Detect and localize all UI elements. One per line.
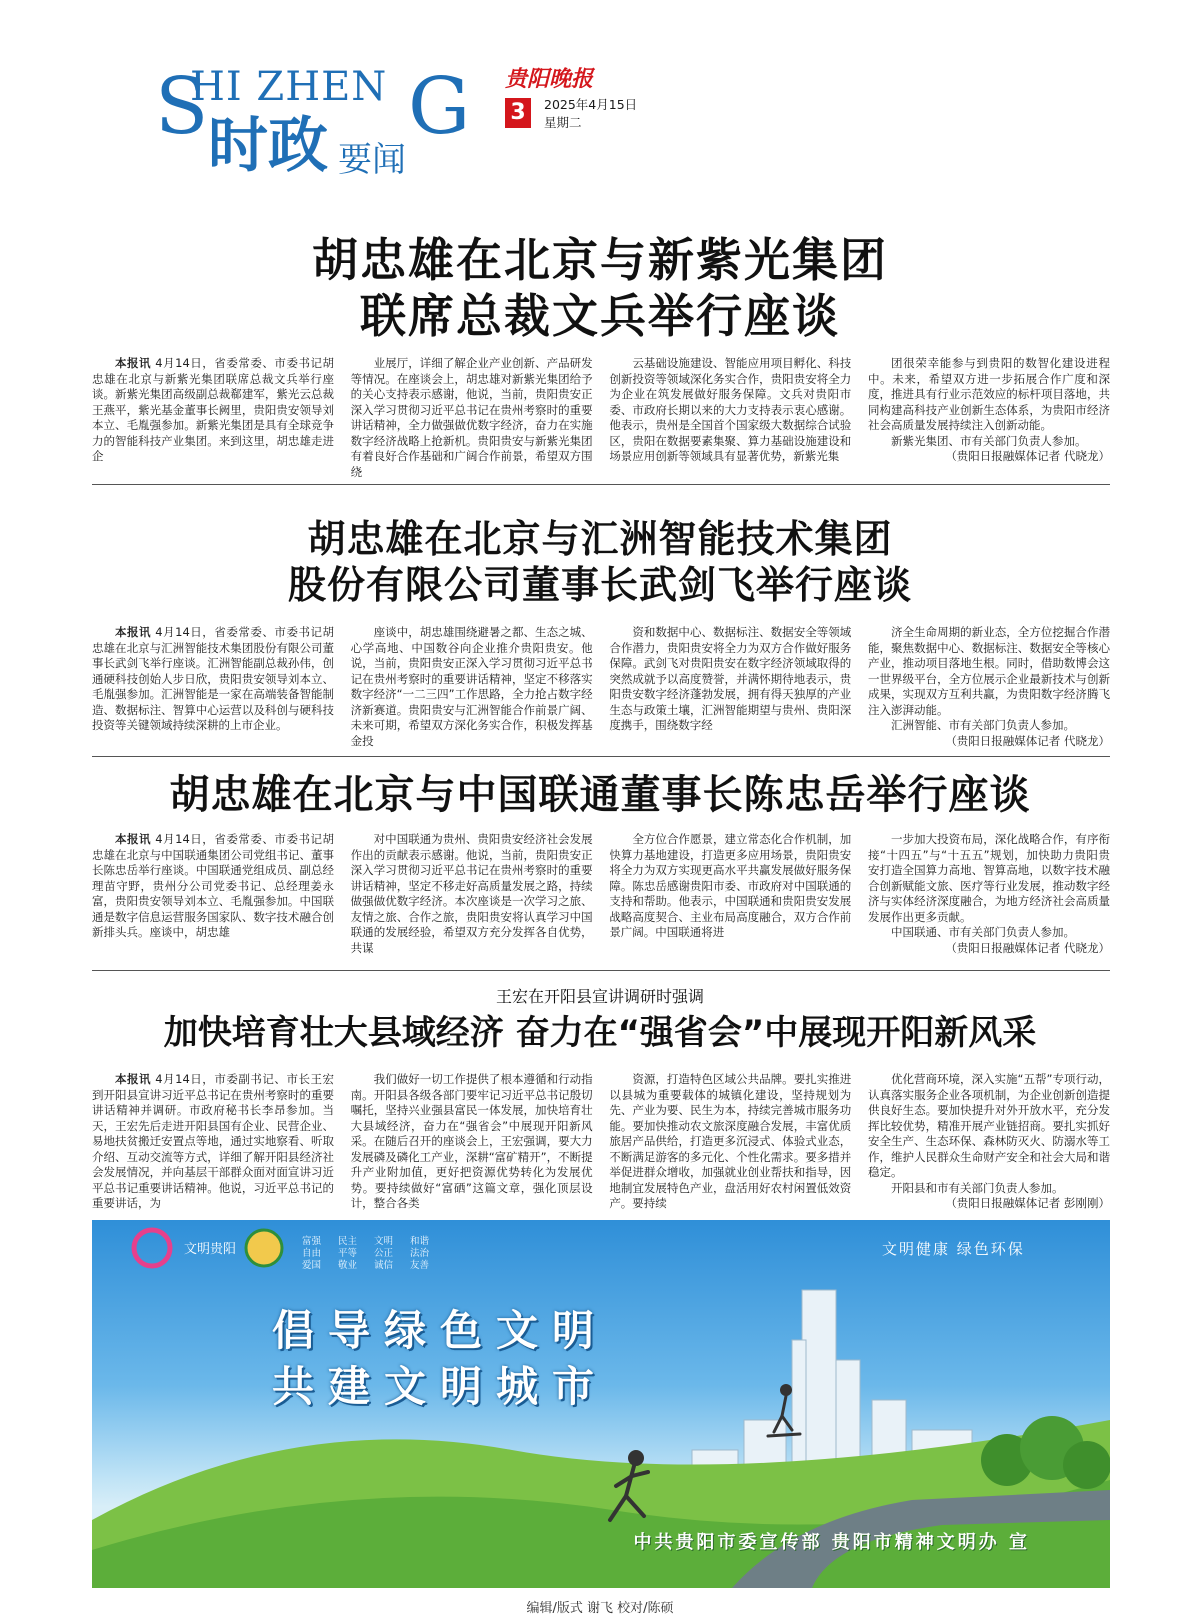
article3-text: 4月14日，省委常委、市委书记胡忠雄在北京与中国联通集团公司党组书记、董事长陈忠岳举行座谈。中国联通党组成员、副总经理苗守野，贵州分公司党委书记、总经理姜永富，贵阳贵安领导刘本立、毛胤强参加。中国联通是数字信息运营服务国家队、数字技术融合创新排头兵。座谈中，胡忠雄	[92, 832, 334, 939]
core-value: 富强	[302, 1236, 322, 1247]
article2-text: 4月14日，省委常委、市委书记胡忠雄在北京与汇洲智能技术集团股份有限公司董事长武剑飞举行座谈。汇洲智能副总裁孙伟，创通硬科技创始人步日欣，贵阳贵安领导刘本立、毛胤强参加。汇洲智能是一家在高端装备智能制造、数据标注、智算中心运营以及科创与硬科技投资等关键领域持续深耕的上市企业。	[92, 625, 334, 732]
section-subtitle: 要闻	[338, 140, 406, 180]
article3-text: 对中国联通为贵州、贵阳贵安经济社会发展作出的贡献表示感谢。他说，当前，贵阳贵安正深入学习贯彻习近平总书记在贵州考察时的重要讲话精神，坚定不移走好高质量发展之路，持续做强做优数字经济。本次座谈是一次学习之旅、友情之旅、合作之旅，贵阳贵安将认真学习中国联通的发展经验，希望双方充分发挥各自优势，共谋	[350, 832, 593, 955]
article1-signoff: （贵阳日报融媒体记者 代晓龙）	[945, 449, 1110, 463]
article4-column	[868, 1072, 1110, 1212]
core-value: 爱国	[302, 1260, 322, 1271]
masthead-pinyin-mid: HI ZHEN	[190, 64, 388, 110]
core-value: 公正	[374, 1248, 394, 1259]
article2-signoff: （贵阳日报融媒体记者 代晓龙）	[945, 733, 1110, 748]
page-number: 3	[505, 98, 531, 128]
article1-text: 团很荣幸能参与到贵阳的数智化建设进程中。未来，希望双方进一步拓展合作广度和深度，推进具有行业示范效应的标杆项目落地，共同构建高科技产业创新生态体系，为贵阳市经济社会高质量发展持续注入创新动能。	[867, 356, 1110, 432]
article2-column	[609, 625, 851, 749]
article2-column	[92, 625, 334, 749]
core-value: 友善	[410, 1260, 430, 1271]
article2-text: 资和数据中心、数据标注、数据安全等领域合作潜力，贵阳贵安将全力为双方合作做好服务保障。武剑飞对贵阳贵安在数字经济领域取得的突然成就予以高度赞誉，并满怀期待地表示，贵阳贵安数字经济蓬勃发展，拥有得天独厚的产业生态与政策土壤，汇洲智能期望与贵州、贵阳深度携手，围绕数字经	[609, 625, 852, 732]
article4-closing: 开阳县和市有关部门负责人参加。	[890, 1180, 1064, 1195]
core-values-grid	[302, 1236, 440, 1272]
logo-ring	[134, 1230, 170, 1266]
article2-closing: 汇洲智能、市有关部门负责人参加。	[890, 718, 1075, 732]
article2-text: 济全生命周期的新业态，全方位挖掘合作潜能，聚焦数据中心、数据标注、数据安全等核心产业，推动项目落地生根。同时，借助数博会这一世界级平台，全方位展示企业最新技术与创新成果，实现双方互利共赢，为贵阳数字经济腾飞注入澎湃动能。	[867, 625, 1110, 717]
core-value: 自由	[302, 1248, 322, 1259]
article3-headline: 胡忠雄在北京与中国联通董事长陈忠岳举行座谈	[169, 772, 1031, 818]
byline: 本报讯	[115, 625, 152, 639]
ad-logo-text: 文明贵阳	[184, 1242, 237, 1257]
article4-column	[351, 1072, 593, 1212]
core-value: 敬业	[338, 1260, 358, 1271]
article4-text: 优化营商环境，深入实施“五帮”专项行动，认真落实服务企业各项机制，为企业创新创造提供良好生态。要加快提升对外开放水平，充分发挥比较优势，精准开展产业链招商。要扎实抓好安全生产、生态环保、森林防灭火、防溺水等工作，维护人民群众生命财产安全和社会大局和谐稳定。	[867, 1072, 1110, 1179]
article3-column	[609, 832, 851, 962]
ad-main-line2: 共建文明城市	[272, 1362, 609, 1411]
divider	[92, 970, 1110, 971]
divider	[92, 756, 1110, 757]
article3-column	[351, 832, 593, 962]
article4-column	[609, 1072, 851, 1212]
newspaper-name: 贵阳晚报	[505, 66, 594, 92]
article2-headline-line1: 胡忠雄在北京与汇洲智能技术集团	[307, 517, 893, 561]
article4-text: 4月14日，市委副书记、市长王宏到开阳县宣讲习近平总书记在贵州考察时的重要讲话精神并调研。市政府秘书长李昂参加。当天，王宏先后走进开阳县国有企业、民营企业、易地扶贫搬迁安置点等地，通过实地察看、听取介绍、互动交流等方式，详细了解开阳县经济社会发展情况，并向基层干部群众面对面宣讲习近平总书记重要讲话精神。他说，习近平总书记的重要讲话，为	[92, 1072, 334, 1210]
article4-column	[92, 1072, 334, 1212]
article3-signoff: （贵阳日报融媒体记者 代晓龙）	[945, 940, 1110, 955]
issue-date: 2025年4月15日	[544, 97, 638, 112]
ad-main-line1: 倡导绿色文明	[272, 1306, 609, 1355]
article3-column	[92, 832, 334, 962]
issue-weekday: 星期二	[544, 115, 582, 130]
article4-headline: 加快培育壮大县域经济 奋力在“强省会”中展现开阳新风采	[163, 1013, 1037, 1053]
article4-text: 我们做好一切工作提供了根本遵循和行动指南。开阳县各级各部门要牢记习近平总书记殷切嘱托，坚持兴业强县富民一体发展，加快培育壮大县域经济，奋力在“强省会”中展现开阳新风采。在随后召开的座谈会上，王宏强调，要大力发展磷及磷化工产业，深耕“富矿精开”，不断提升产业附加值，更好把资源优势转化为发展优势。要持续做好“富硒”这篇文章，强化顶层设计，整合各类	[350, 1072, 593, 1210]
divider	[92, 484, 1110, 485]
civilization-ad-banner	[92, 1220, 1110, 1588]
article3-column	[868, 832, 1110, 962]
article1-closing: 新紫光集团、市有关部门负责人参加。	[890, 433, 1087, 448]
article3-text: 全方位合作愿景，建立常态化合作机制，加快算力基地建设，打造更多应用场景，贵阳贵安将全力为双方实现更高水平共赢发展做好服务保障。陈忠岳感谢贵阳市委、市政府对中国联通的支持和帮助。他表示，中国联通和贵阳贵安发展战略高度契合、主业布局高度融合，双方合作前景广阔。中国联通将进	[609, 832, 852, 939]
article4-body	[92, 1072, 1110, 1212]
core-value: 平等	[338, 1248, 358, 1259]
logo-emblem	[246, 1230, 282, 1266]
ad-sponsor: 中共贵阳市委宣传部 贵阳市精神文明办 宣	[633, 1532, 1030, 1553]
byline: 本报讯	[115, 832, 152, 846]
article1-column	[351, 356, 593, 478]
byline: 本报讯	[115, 356, 152, 370]
article1-headline	[0, 232, 1200, 344]
article1-text: 4月14日，省委常委、市委书记胡忠雄在北京与新紫光集团联席总裁文兵举行座谈。新紫光集团高级副总裁郗建军，紫光云总裁王燕平，紫光基金董事长阙里，贵阳贵安领导刘本立、毛胤强参加。新紫光集团是具有全球竞争力的智能科技产业集团。来到这里，胡忠雄走进企	[92, 356, 334, 463]
article1-text: 云基础设施建设、智能应用项目孵化、科技创新投资等领域深化务实合作，贵阳贵安将全力为企业在筑发展做好服务保障。文兵对贵阳市委、市政府长期以来的大力支持表示衷心感谢。他表示，贵州是全国首个国家级大数据综合试验区，贵阳在数据要素集聚、算力基础设施建设和场景应用创新等领域具有显著优势，新紫光集	[609, 356, 852, 463]
article4-signoff: （贵阳日报融媒体记者 彭刚刚）	[945, 1196, 1110, 1210]
article1-column	[609, 356, 851, 478]
article1-body	[92, 356, 1110, 478]
core-value: 民主	[338, 1236, 358, 1247]
article2-text: 座谈中，胡忠雄围绕避暑之都、生态之城、心学高地、中国数谷向企业推介贵阳贵安。他说，当前，贵阳贵安正深入学习贯彻习近平总书记在贵州考察时的重要讲话精神，坚定不移落实数字经济“一二三四”工作思路，全力抢占数字经济新赛道。贵阳贵安与汇洲智能合作前景广阔、未来可期，希望双方深化务实合作，积极发挥基金投	[350, 625, 593, 748]
masthead-pinyin-s: S	[155, 62, 210, 152]
core-value: 和谐	[410, 1236, 430, 1247]
core-value: 文明	[374, 1236, 394, 1247]
article4-text: 资源，打造特色区域公共品牌。要扎实推进以县城为重要载体的城镇化建设，坚持规划为先、产业为要、民生为本，持续完善城市服务功能。要加快推动农文旅深度融合发展，丰富优质旅居产品供给，打造更多沉浸式、体验式业态，不断满足游客的多元化、个性化需求。要多措并举促进群众增收，加强就业创业帮扶和指导，因地制宜发展特色产业，盘活用好农村闲置低效资产。要持续	[609, 1072, 852, 1210]
masthead-pinyin-g: G	[408, 62, 472, 152]
section-title: 时政	[208, 111, 328, 181]
article1-column	[868, 356, 1110, 478]
article2-body	[92, 625, 1110, 749]
article2-column	[351, 625, 593, 749]
page-credits: 编辑/版式 谢飞 校对/陈硕	[526, 1601, 674, 1616]
article1-headline-line1: 胡忠雄在北京与新紫光集团	[312, 233, 888, 287]
article4-kicker: 王宏在开阳县宣讲调研时强调	[495, 987, 704, 1006]
article2-headline-line2: 股份有限公司董事长武剑飞举行座谈	[287, 563, 912, 607]
tree	[1063, 1441, 1110, 1489]
article3-body	[92, 832, 1110, 962]
ad-slogan-top: 文明健康 绿色环保	[882, 1240, 1025, 1258]
article3-text: 一步加大投资布局，深化战略合作，有序衔接“十四五”与“十五五”规划，加快助力贵阳贵安打造全国算力高地、智算高地，以数字技术融合创新赋能文旅、医疗等行业发展，推动数字经济与实体经济深度融合，为地方经济社会高质量发展作出更多贡献。	[867, 832, 1110, 924]
byline: 本报讯	[115, 1072, 152, 1086]
core-value: 诚信	[374, 1260, 394, 1271]
article1-text: 业展厅，详细了解企业产业创新、产品研发等情况。在座谈会上，胡忠雄对新紫光集团给予的关心支持表示感谢，他说，当前，贵阳贵安正深入学习贯彻习近平总书记在贵州考察时的重要讲话精神，全力做强做优数字经济，奋力在实施数字经济战略上抢新机。贵阳贵安与新紫光集团有着良好合作基础和广阔合作前景，希望双方围绕	[350, 356, 593, 478]
core-value: 法治	[410, 1248, 430, 1259]
article2-headline	[0, 516, 1200, 608]
article1-headline-line2: 联席总裁文兵举行座谈	[360, 289, 840, 343]
article2-column	[868, 625, 1110, 749]
article3-closing: 中国联通、市有关部门负责人参加。	[890, 925, 1075, 939]
article1-column	[92, 356, 334, 478]
